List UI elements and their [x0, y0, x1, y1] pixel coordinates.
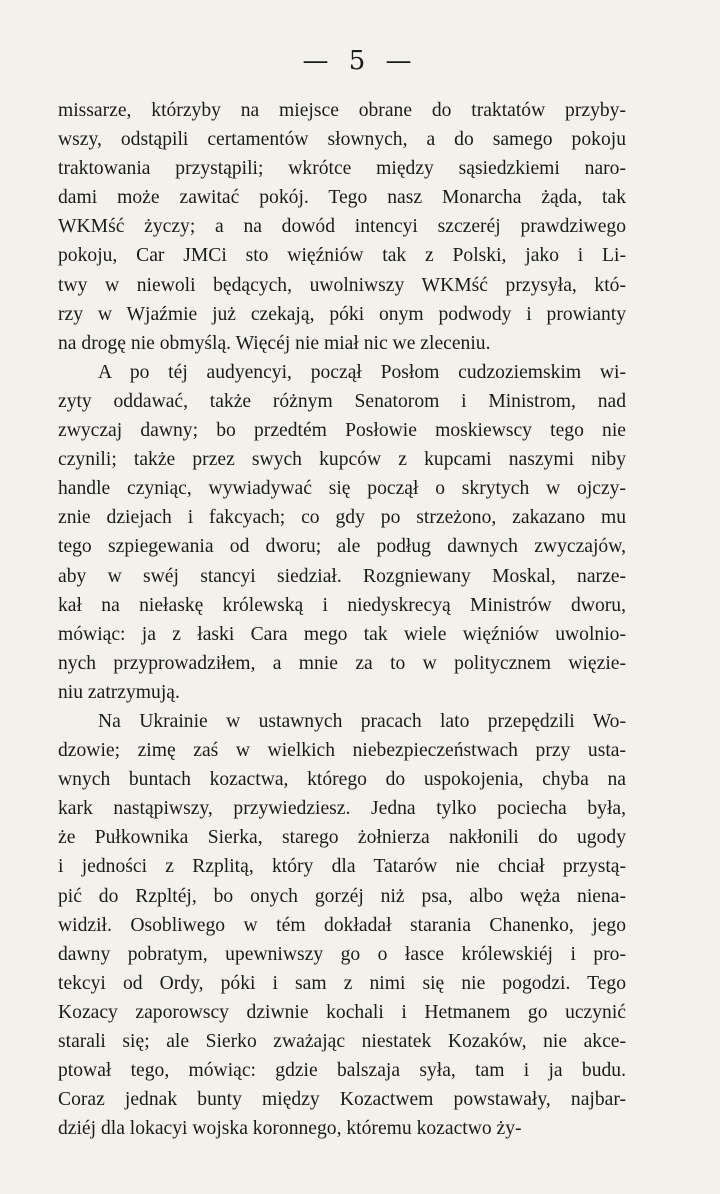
paragraph — [58, 358, 626, 707]
text-line: tego szpiegewania od dworu; ale podług dawnych zwyczajów, — [58, 536, 626, 558]
text-line: i jedności z Rzplitą, który dla Tatarów nie chciał przystą- — [58, 856, 626, 878]
text-line: A po téj audyencyi, począł Posłom cudzoziemskim wi- — [98, 361, 626, 383]
text-line: nych przyprowadziłem, a mnie za to w politycznem więzie- — [58, 652, 626, 674]
text-line: rzy w Wjaźmie już czekają, póki onym podwody i prowianty — [58, 303, 626, 325]
text-line: aby w swéj stancyi siedział. Rozgniewany Moskal, narze- — [58, 565, 626, 587]
text-line: zyty oddawać, także różnym Senatorom i Ministrom, nad — [58, 390, 626, 412]
text-line: traktowania przystąpili; wkrótce między sąsiedzkiemi naro- — [58, 158, 626, 180]
text-line: Kozacy zaporowscy dziwnie kochali i Hetmanem go uczynić — [58, 1001, 626, 1023]
text-line: kał na niełaskę królewską i niedyskrecyą Ministrów dworu, — [58, 594, 626, 616]
text-line: na drogę nie obmyślą. Więcéj nie miał nic we zleceniu. — [58, 332, 491, 354]
text-line: mówiąc: ja z łaski Cara mego tak wiele więźniów uwolnio- — [58, 623, 626, 645]
text-line: wnych buntach kozactwa, którego do uspokojenia, chyba na — [58, 769, 626, 791]
text-line: widził. Osobliwego w tém dokładał starania Chanenko, jego — [58, 914, 626, 936]
text-line: zwyczaj dawny; bo przedtém Posłowie moskiewscy tego nie — [58, 420, 626, 442]
text-line: dzowie; zimę zaś w wielkich niebezpieczeństwach przy usta- — [58, 740, 626, 762]
text-line: niu zatrzymują. — [58, 681, 180, 703]
paragraph — [58, 96, 626, 358]
text-line: że Pułkownika Sierka, starego żołnierza nakłonili do ugody — [58, 827, 626, 849]
page-number: — 5 — — [302, 46, 418, 76]
paragraph — [58, 707, 626, 1143]
text-line: ptował tego, mówiąc: gdzie balszaja syła, tam i ja budu. — [58, 1060, 626, 1082]
text-line: starali się; ale Sierko zważając niestatek Kozaków, nie akce- — [58, 1031, 626, 1052]
text-line: kark nastąpiwszy, przywiedziesz. Jedna tylko pociecha była, — [58, 798, 626, 820]
text-line: znie dziejach i fakcyach; co gdy po strzeżono, zakazano mu — [58, 507, 626, 529]
text-line: dawny pobratym, upewniwszy go o łasce królewskiéj i pro- — [58, 943, 626, 965]
text-line: pokoju, Car JMCi sto więźniów tak z Polski, jako i Li- — [58, 245, 626, 267]
text-line: dziéj dla lokacyi wojska koronnego, któremu kozactwo ży- — [58, 1118, 522, 1140]
body-text — [58, 96, 626, 1143]
text-line: Na Ukrainie w ustawnych pracach lato przepędzili Wo- — [98, 710, 626, 732]
text-line: WKMść życzy; a na dowód intencyi szczeréj prawdziwego — [58, 216, 626, 238]
text-line: dami może zawitać pokój. Tego nasz Monarcha żąda, tak — [58, 187, 626, 209]
text-line: wszy, odstąpili certamentów słownych, a do samego pokoju — [58, 129, 626, 151]
text-line: handle czyniąc, wywiadywać się począł o skrytych w ojczy- — [58, 478, 626, 500]
text-line: tekcyi od Ordy, póki i sam z nimi się nie pogodzi. Tego — [58, 972, 626, 994]
text-line: missarze, którzyby na miejsce obrane do traktatów przyby- — [58, 100, 626, 121]
text-line: twy w niewoli będących, uwolniwszy WKMść przysyła, któ- — [58, 274, 626, 296]
text-line: pić do Rzpltéj, bo onych gorzéj niż psa, albo węża niena- — [58, 885, 626, 907]
text-line: czynili; także przez swych kupców z kupcami naszymi niby — [58, 449, 626, 471]
text-line: Coraz jednak bunty między Kozactwem powstawały, najbar- — [58, 1089, 626, 1111]
